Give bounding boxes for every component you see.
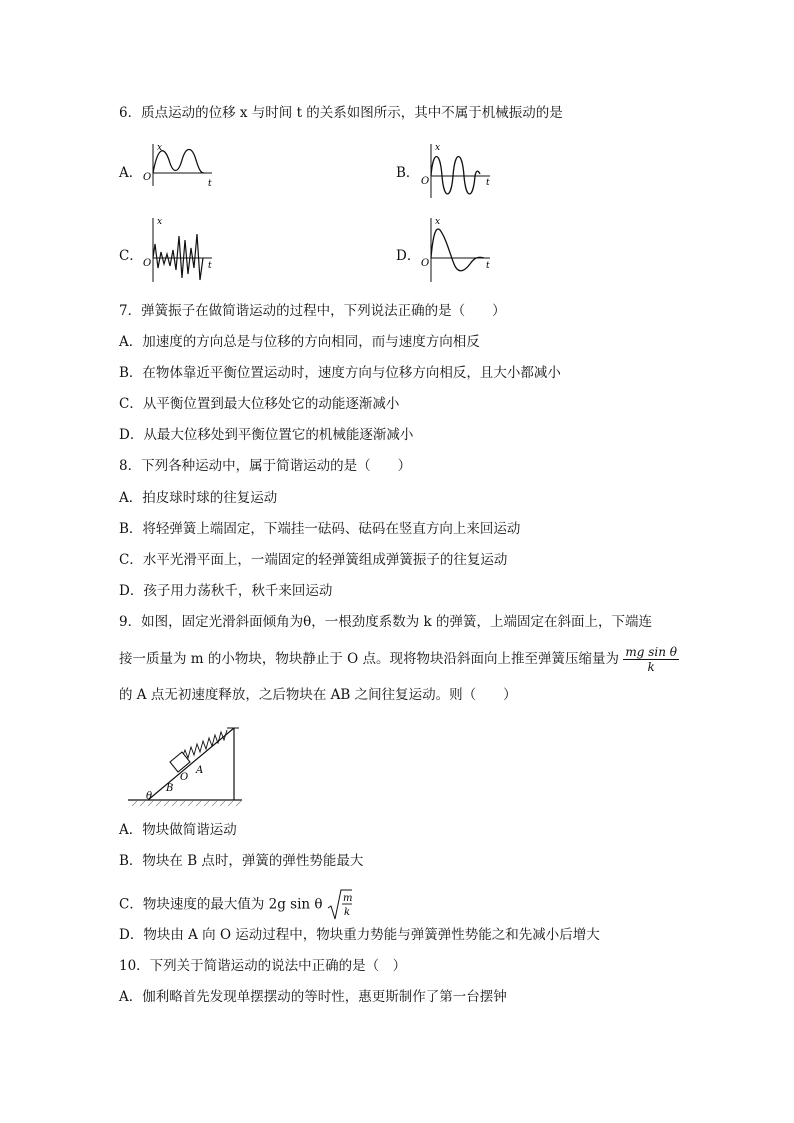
q8-stem: 8．下列各种运动中，属于简谐运动的是（ ） — [119, 458, 412, 474]
q9-stem-line2 — [119, 645, 679, 674]
q9-sqrt-numerator: m — [342, 893, 353, 904]
q9-stem-line2-text: 接一质量为 m 的小物块，物块静止于 O 点。现将物块沿斜面向上推至弹簧压缩量为 — [119, 651, 620, 667]
q7-option-c: C．从平衡位置到最大位移处它的动能逐渐减小 — [119, 396, 400, 412]
q8-option-c: C．水平光滑平面上，一端固定的轻弹簧组成弹簧振子的往复运动 — [119, 552, 508, 568]
q9-point-o-label: O — [180, 772, 189, 783]
q6-option-d-label: D． — [396, 248, 421, 264]
q9-option-b: B．物块在 B 点时，弹簧的弹性势能最大 — [119, 853, 364, 869]
q9-incline-figure — [126, 718, 244, 808]
q9-option-c — [119, 888, 353, 922]
q9-fraction-denominator: k — [647, 660, 655, 674]
q7-option-a: A．加速度的方向总是与位移的方向相同，而与速度方向相反 — [119, 334, 480, 350]
q6-option-a-label: A． — [119, 165, 143, 181]
q6c-t-label: t — [208, 261, 212, 271]
q6d-origin-label: O — [421, 258, 430, 269]
q6-graph-d — [418, 214, 498, 286]
q7-stem: 7．弹簧振子在做简谐运动的过程中，下列说法正确的是（ ） — [119, 303, 506, 319]
q9-fraction-numerator: mg sin θ — [625, 645, 677, 659]
q9-stem-line1: 9．如图，固定光滑斜面倾角为θ，一根劲度系数为 k 的弹簧，上端固定在斜面上，下端连 — [119, 614, 652, 630]
q6b-origin-label: O — [421, 176, 430, 187]
q6b-x-label: x — [435, 143, 441, 153]
q6-option-c-label: C． — [119, 248, 143, 264]
q6b-t-label: t — [486, 178, 490, 188]
q7-option-b: B．在物体靠近平衡位置运动时，速度方向与位移方向相反，且大小都减小 — [119, 365, 561, 381]
q8-option-a: A．拍皮球时球的往复运动 — [119, 490, 278, 506]
q6-graph-a — [140, 140, 220, 192]
q9-point-a-label: A — [196, 765, 204, 776]
q6d-x-label: x — [435, 217, 441, 227]
q6d-t-label: t — [486, 261, 490, 271]
q9-point-b-label: B — [166, 783, 174, 794]
q9-stem-line3: 的 A 点无初速度释放，之后物块在 AB 之间往复运动。则（ ） — [119, 687, 517, 703]
q9-sqrt-expression — [327, 888, 353, 922]
q9-theta-label: θ — [146, 791, 153, 802]
q6a-t-label: t — [208, 179, 212, 189]
q6-stem: 6．质点运动的位移 x 与时间 t 的关系如图所示，其中不属于机械振动的是 — [119, 105, 563, 121]
q8-option-b: B．将轻弹簧上端固定，下端挂一砝码、砝码在竖直方向上来回运动 — [119, 521, 521, 537]
q9-sqrt-denominator: k — [343, 907, 350, 918]
q6-graph-b — [418, 140, 498, 202]
q6a-x-label: x — [157, 143, 163, 153]
q9-option-d: D．物块由 A 向 O 运动过程中，物块重力势能与弹簧弹性势能之和先减小后增大 — [119, 927, 600, 943]
q6a-origin-label: O — [143, 172, 152, 183]
q9-sqrt-radical — [327, 888, 353, 922]
q7-option-d: D．从最大位移处到平衡位置它的机械能逐渐减小 — [119, 427, 414, 443]
q9-option-a: A．物块做简谐运动 — [119, 822, 237, 838]
q10-stem: 10．下列关于简谐运动的说法中正确的是（ ） — [119, 958, 407, 974]
q9-option-c-text: C．物块速度的最大值为 2g sin θ — [119, 896, 323, 913]
q6-graph-c — [140, 214, 220, 286]
q8-option-d: D．孩子用力荡秋千，秋千来回运动 — [119, 583, 333, 599]
q9-compression-fraction — [623, 645, 679, 674]
q6c-x-label: x — [157, 217, 163, 227]
q6-option-b-label: B． — [396, 165, 420, 181]
q6c-origin-label: O — [143, 258, 152, 269]
q10-option-a: A．伽利略首先发现单摆摆动的等时性，惠更斯制作了第一台摆钟 — [119, 989, 507, 1005]
